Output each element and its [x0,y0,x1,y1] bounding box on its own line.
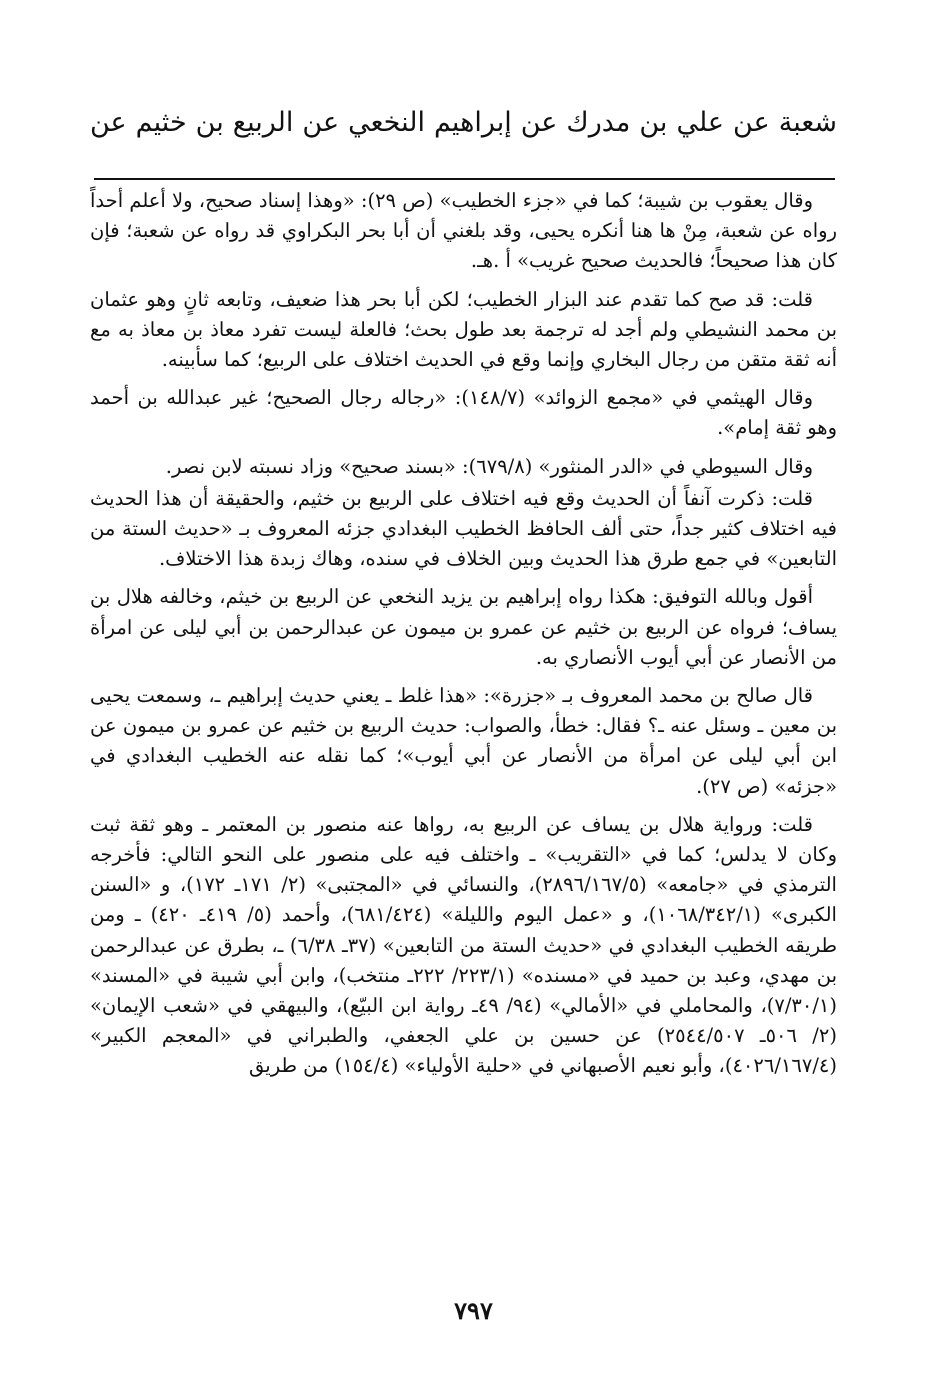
paragraph: أقول وبالله التوفيق: هكذا رواه إبراهيم بن يزيد النخعي عن الربيع بن خيثم، وخالفه هلال بن يساف؛ فرواه عن الربيع بن خثيم عن عمرو بن ميمون عن عبدالرحمن بن أبي ليلى عن امرأة من الأنصار عن أبي أيوب الأنصاري به. [90,585,837,669]
running-header: شعبة عن علي بن مدرك عن إبراهيم النخعي عن الربيع بن خثيم عن [90,107,837,138]
page-body [90,186,837,1090]
paragraph: قال صالح بن محمد المعروف بـ «جزرة»: «هذا غلط ـ يعني حديث إبراهيم ـ، وسمعت يحيى بن معين ـ وسئل عنه ـ؟ فقال: خطأ، والصواب: حديث الربيع بن خثيم عن عمرو بن ميمون عن ابن أبي ليلى عن امرأة من الأنصار عن أبي أيوب»؛ كما نقله عنه الخطيب البغدادي في «جزئه» (ص ٢٧). [90,684,837,798]
page-number: ٧٩٧ [454,1296,493,1325]
paragraph: وقال الهيثمي في «مجمع الزوائد» (١٤٨/٧): «رجاله رجال الصحيح؛ غير عبدالله بن أحمد وهو ثقة إمام». [90,386,837,440]
header-divider [94,178,835,180]
paragraph: وقال يعقوب بن شيبة؛ كما في «جزء الخطيب» (ص ٢٩): «وهذا إسناد صحيح، ولا أعلم أحداً رواه عن شعبة، مِنْ ها هنا أنكره يحيى، وقد بلغني أن أبا بحر البكراوي قد رواه عن شعبة؛ فإن كان هذا صحيحاً؛ فالحديث صحيح غريب» أ .هـ. [90,189,837,273]
paragraph: قلت: ذكرت آنفاً أن الحديث وقع فيه اختلاف على الربيع بن خثيم، والحقيقة أن هذا الحديث فيه اختلاف كثير جداً، حتى ألف الحافظ الخطيب البغدادي جزئه المعروف بـ «حديث الستة من التابعين» في جمع طرق هذا الحديث وبين الخلاف في سنده، وهاك زبدة هذا الاختلاف. [90,486,837,571]
paragraph: وقال السيوطي في «الدر المنثور» (٦٧٩/٨): «بسند صحيح» وزاد نسبته لابن نصر. [165,454,813,478]
paragraph: قلت: قد صح كما تقدم عند البزار الخطيب؛ لكن أبا بحر هذا ضعيف، وتابعه ثانٍ وهو عثمان بن محمد النشيطي ولم أجد له ترجمة بعد طول بحث؛ فالعلة ليست تفرد معاذ بن معاذ به مع أنه ثقة متقن من رجال البخاري وإنما وقع في الحديث اختلاف على الربيع؛ كما سأبينه. [90,287,837,372]
paragraph: قلت: ورواية هلال بن يساف عن الربيع به، رواها عنه منصور بن المعتمر ـ وهو ثقة ثبت وكان لا يدلس؛ كما في «التقريب» ـ واختلف فيه على منصور على النحو التالي: فأخرجه الترمذي في «جامعه» (٢٨٩٦/١٦٧/٥)، والنسائي في «المجتبى» (٢/ ١٧١ـ ١٧٢)، و «السنن الكبرى» (١٠٦٨/٣٤٢/١)، و «عمل اليوم والليلة» (٦٨١/٤٢٤)، وأحمد (٥/ ٤١٩ـ ٤٢٠) ـ ومن طريقه الخطيب البغدادي في «حديث الستة من التابعين» (٣٧ـ ٦/٣٨) ـ، بطرق عن عبدالرحمن بن مهدي، وعبد بن حميد في «مسنده» (٢٢٣/١/ ٢٢٢ـ منتخب)، وابن أبي شيبة في «المسند» (٧/٣٠/١)، والمحاملي في «الأمالي» (٩٤/ ٤٩ـ رواية ابن البيّع)، والبيهقي في «شعب الإيمان» (٢/ ٥٠٦ـ ٢٥٤٤/٥٠٧) عن حسين بن علي الجعفي، والطبراني في «المعجم الكبير» (٤٠٢٦/١٦٧/٤)، وأبو نعيم الأصبهاني في «حلية الأولياء» (١٥٤/٤) من طريق [90,812,837,1078]
